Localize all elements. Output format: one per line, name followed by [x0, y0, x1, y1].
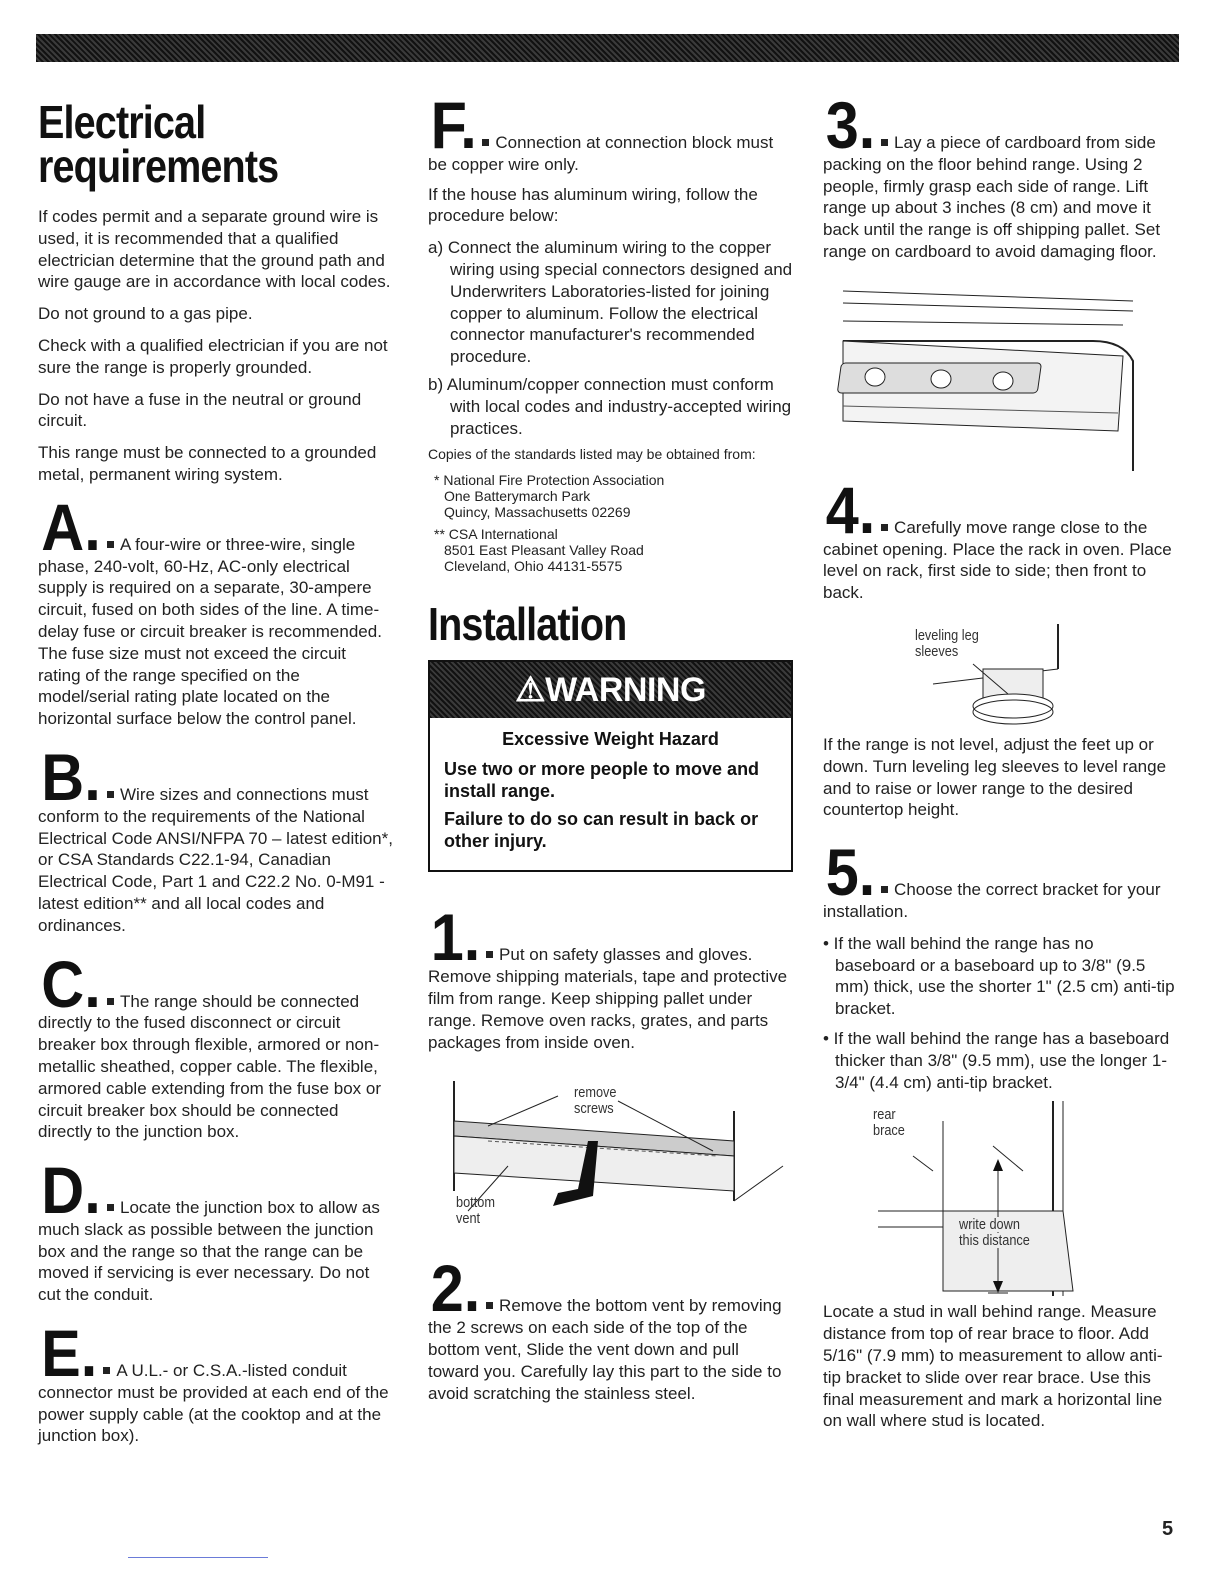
step-text: A four-wire or three-wire, single phase, 240-volt, 60-Hz, AC-only electrical supply is required on a separate, 30-ampere circuit, fused on both sides of the line. A time-delay fuse or circuit breaker is recommended. The fuse size must not exceed the circuit rating of the range specified on the model/serial rating plate located on the horizontal surface below the control panel.	[38, 534, 382, 729]
bullet-icon	[107, 541, 114, 548]
figure-label: vent	[456, 1210, 481, 1228]
section-title-installation: Installation	[428, 598, 627, 651]
list-item: • If the wall behind the range has no baseboard or a baseboard up to 3/8" (9.5 mm) thick, use the shorter 1" (2.5 cm) anti-tip bracket.	[823, 933, 1175, 1019]
figure-label: write down	[959, 1216, 1020, 1234]
warning-title: Excessive Weight Hazard	[502, 729, 719, 750]
step-number: 5.	[825, 835, 876, 910]
warning-label: WARNING	[545, 671, 706, 710]
bullet-icon	[482, 139, 489, 146]
page-number: 5	[1162, 1518, 1174, 1540]
step-number: 3.	[825, 88, 876, 162]
step-number: 1.	[430, 900, 481, 975]
step-text: The range should be connected directly to the fused disconnect or circuit breaker box through flexible, armored or non-metallic sheathed, copper cable. The flexible, armored cable extending from the fuse box or circuit breaker box should be connected directly to the junction box.	[38, 991, 382, 1142]
column-electrical	[38, 96, 393, 1447]
bullet-icon	[107, 791, 114, 798]
paragraph: Locate a stud in wall behind range. Measure distance from top of rear brace to floor. Add 5/16" (7.9 mm) to measurement to allow anti-tip bracket to slide over rear brace. Use this final measurement and mark a horizontal line on wall where stud is located.	[823, 1302, 1163, 1431]
paragraph: Do not have a fuse in the neutral or ground circuit.	[38, 389, 362, 431]
address-line: * National Fire Protection Association	[434, 472, 665, 489]
aluminum-list	[428, 237, 793, 439]
warning-message: Use two or more people to move and install range.	[444, 759, 760, 802]
figure-level-on-rack	[823, 281, 1153, 471]
step-letter: F.	[430, 88, 477, 162]
step-text: Choose the correct bracket for your installation.	[823, 880, 1161, 921]
paragraph: If the house has aluminum wiring, follow the procedure below:	[428, 184, 758, 226]
bullet-icon	[107, 998, 114, 1005]
bracket-list	[823, 933, 1178, 1094]
figure-label: bottom	[456, 1194, 495, 1212]
step-number: 4.	[825, 472, 876, 547]
step-text: Wire sizes and connections must conform to the requirements of the National Electrical Code ANSI/NFPA 70 – latest edition*, or CSA Standards C22.1-94, Canadian Electrical Code, Part 1 and C22.2 No. 0-M91 - latest edition** and all local codes and ordinances.	[38, 784, 393, 935]
figure-label: rear	[873, 1106, 896, 1124]
step-d	[38, 1153, 393, 1306]
bullet-icon	[107, 1204, 114, 1211]
footer-divider	[128, 1557, 268, 1558]
column-middle	[428, 88, 793, 1404]
step-4	[823, 472, 1178, 604]
step-letter: B.	[41, 739, 101, 814]
paragraph: This range must be connected to a grounded metal, permanent wiring system.	[38, 443, 377, 484]
address-line: Cleveland, Ohio 44131-5575	[444, 558, 623, 575]
list-item: a) Connect the aluminum wiring to the copper wiring using special connectors designed and Underwriters Laboratories-listed for joining copper to aluminum. Follow the electrical connector manufacturer's recommended procedure.	[428, 238, 793, 367]
figure-label: screws	[574, 1100, 614, 1118]
step-number: 2.	[430, 1251, 481, 1326]
warning-header	[430, 662, 791, 718]
level-illustration	[823, 281, 1153, 471]
bullet-icon	[486, 1302, 493, 1309]
address-line: ** CSA International	[434, 526, 558, 543]
warning-body	[430, 718, 791, 870]
figure-leveling-leg	[823, 624, 1153, 734]
step-e	[38, 1316, 393, 1447]
bullet-icon	[486, 951, 493, 958]
bullet-icon	[881, 139, 888, 146]
leveling-leg-illustration	[823, 624, 1153, 734]
step-text: Carefully move range close to the cabinet opening. Place the rack in oven. Place level on rack, first side to side; then front to back.	[823, 517, 1172, 603]
figure-label: remove	[574, 1084, 617, 1102]
step-letter: A.	[41, 489, 101, 564]
bullet-icon	[881, 524, 888, 531]
warning-box	[428, 660, 793, 872]
address-nfpa	[434, 472, 793, 520]
step-1	[428, 900, 793, 1053]
step-c	[38, 946, 393, 1144]
step-3	[823, 88, 1178, 263]
bullet-icon	[103, 1367, 110, 1374]
title-line: requirements	[38, 140, 279, 192]
step-text: Connection at connection block must be copper wire only.	[428, 133, 774, 174]
step-text: Locate the junction box to allow as much slack as possible between the junction box and the range so that the range can be moved if servicing is ever necessary. Do not cut the conduit.	[38, 1198, 380, 1305]
step-2	[428, 1251, 793, 1404]
step-b	[38, 739, 393, 937]
paragraph: If codes permit and a separate ground wire is used, it is recommended that a qualified electrician determine that the ground path and wire gauge are in accordance with local codes.	[38, 207, 391, 292]
step-letter: E.	[41, 1316, 98, 1391]
figure-label: leveling leg	[915, 626, 979, 644]
figure-label: sleeves	[915, 642, 959, 660]
step-letter: D.	[41, 1153, 101, 1228]
standards-note: Copies of the standards listed may be obtained from:	[428, 446, 756, 463]
warning-triangle-icon: ⚠	[515, 671, 546, 710]
step-letter: C.	[41, 946, 101, 1021]
bullet-icon	[881, 886, 888, 893]
warning-message: Failure to do so can result in back or other injury.	[444, 809, 759, 852]
step-5	[823, 835, 1178, 923]
list-item: b) Aluminum/copper connection must conform with local codes and industry-accepted wiring practices.	[428, 374, 792, 438]
step-a	[38, 489, 393, 730]
figure-bottom-vent	[428, 1081, 788, 1241]
step-text: Lay a piece of cardboard from side packing on the floor behind range. Using 2 people, firmly grasp each side of range. Lift range up about 3 inches (8 cm) and move it back until the range is off shipping pallet. Set range on cardboard to avoid damaging floor.	[823, 133, 1161, 261]
step-text: A U.L.- or C.S.A.-listed conduit connector must be provided at each end of the power supply cable (at the cooktop and at the junction box).	[38, 1361, 389, 1446]
paragraph: Check with a qualified electrician if you are not sure the range is properly grounded.	[38, 335, 388, 377]
figure-label: this distance	[959, 1232, 1030, 1250]
list-item: • If the wall behind the range has a baseboard thicker than 3/8" (9.5 mm), use the longer 1-3/4" (4.4 cm) anti-tip bracket.	[823, 1028, 1170, 1092]
step-text: Put on safety glasses and gloves. Remove shipping materials, tape and protective film from range. Keep shipping pallet under range. Remove oven racks, grates, and parts packages from inside oven.	[428, 945, 788, 1052]
column-right	[823, 88, 1178, 1442]
figure-rear-brace	[823, 1101, 1153, 1301]
address-line: One Batterymarch Park	[444, 488, 591, 505]
step-f	[428, 88, 793, 176]
title-line: Electrical	[38, 96, 206, 148]
paragraph: If the range is not level, adjust the feet up or down. Turn leveling leg sleeves to level range and to raise or lower range to the desired countertop height.	[823, 734, 1167, 820]
step-text: Remove the bottom vent by removing the 2 screws on each side of the top of the bottom vent, Slide the vent down and pull toward you. Carefully lay this part to the side to avoid scratching the stainless steel.	[428, 1296, 782, 1403]
header-bar	[36, 34, 1179, 62]
paragraph: Do not ground to a gas pipe.	[38, 304, 253, 324]
address-line: Quincy, Massachusetts 02269	[444, 504, 631, 521]
address-line: 8501 East Pleasant Valley Road	[444, 542, 644, 559]
address-csa	[434, 526, 793, 574]
section-title-electrical	[38, 96, 343, 192]
figure-label: brace	[873, 1122, 905, 1140]
